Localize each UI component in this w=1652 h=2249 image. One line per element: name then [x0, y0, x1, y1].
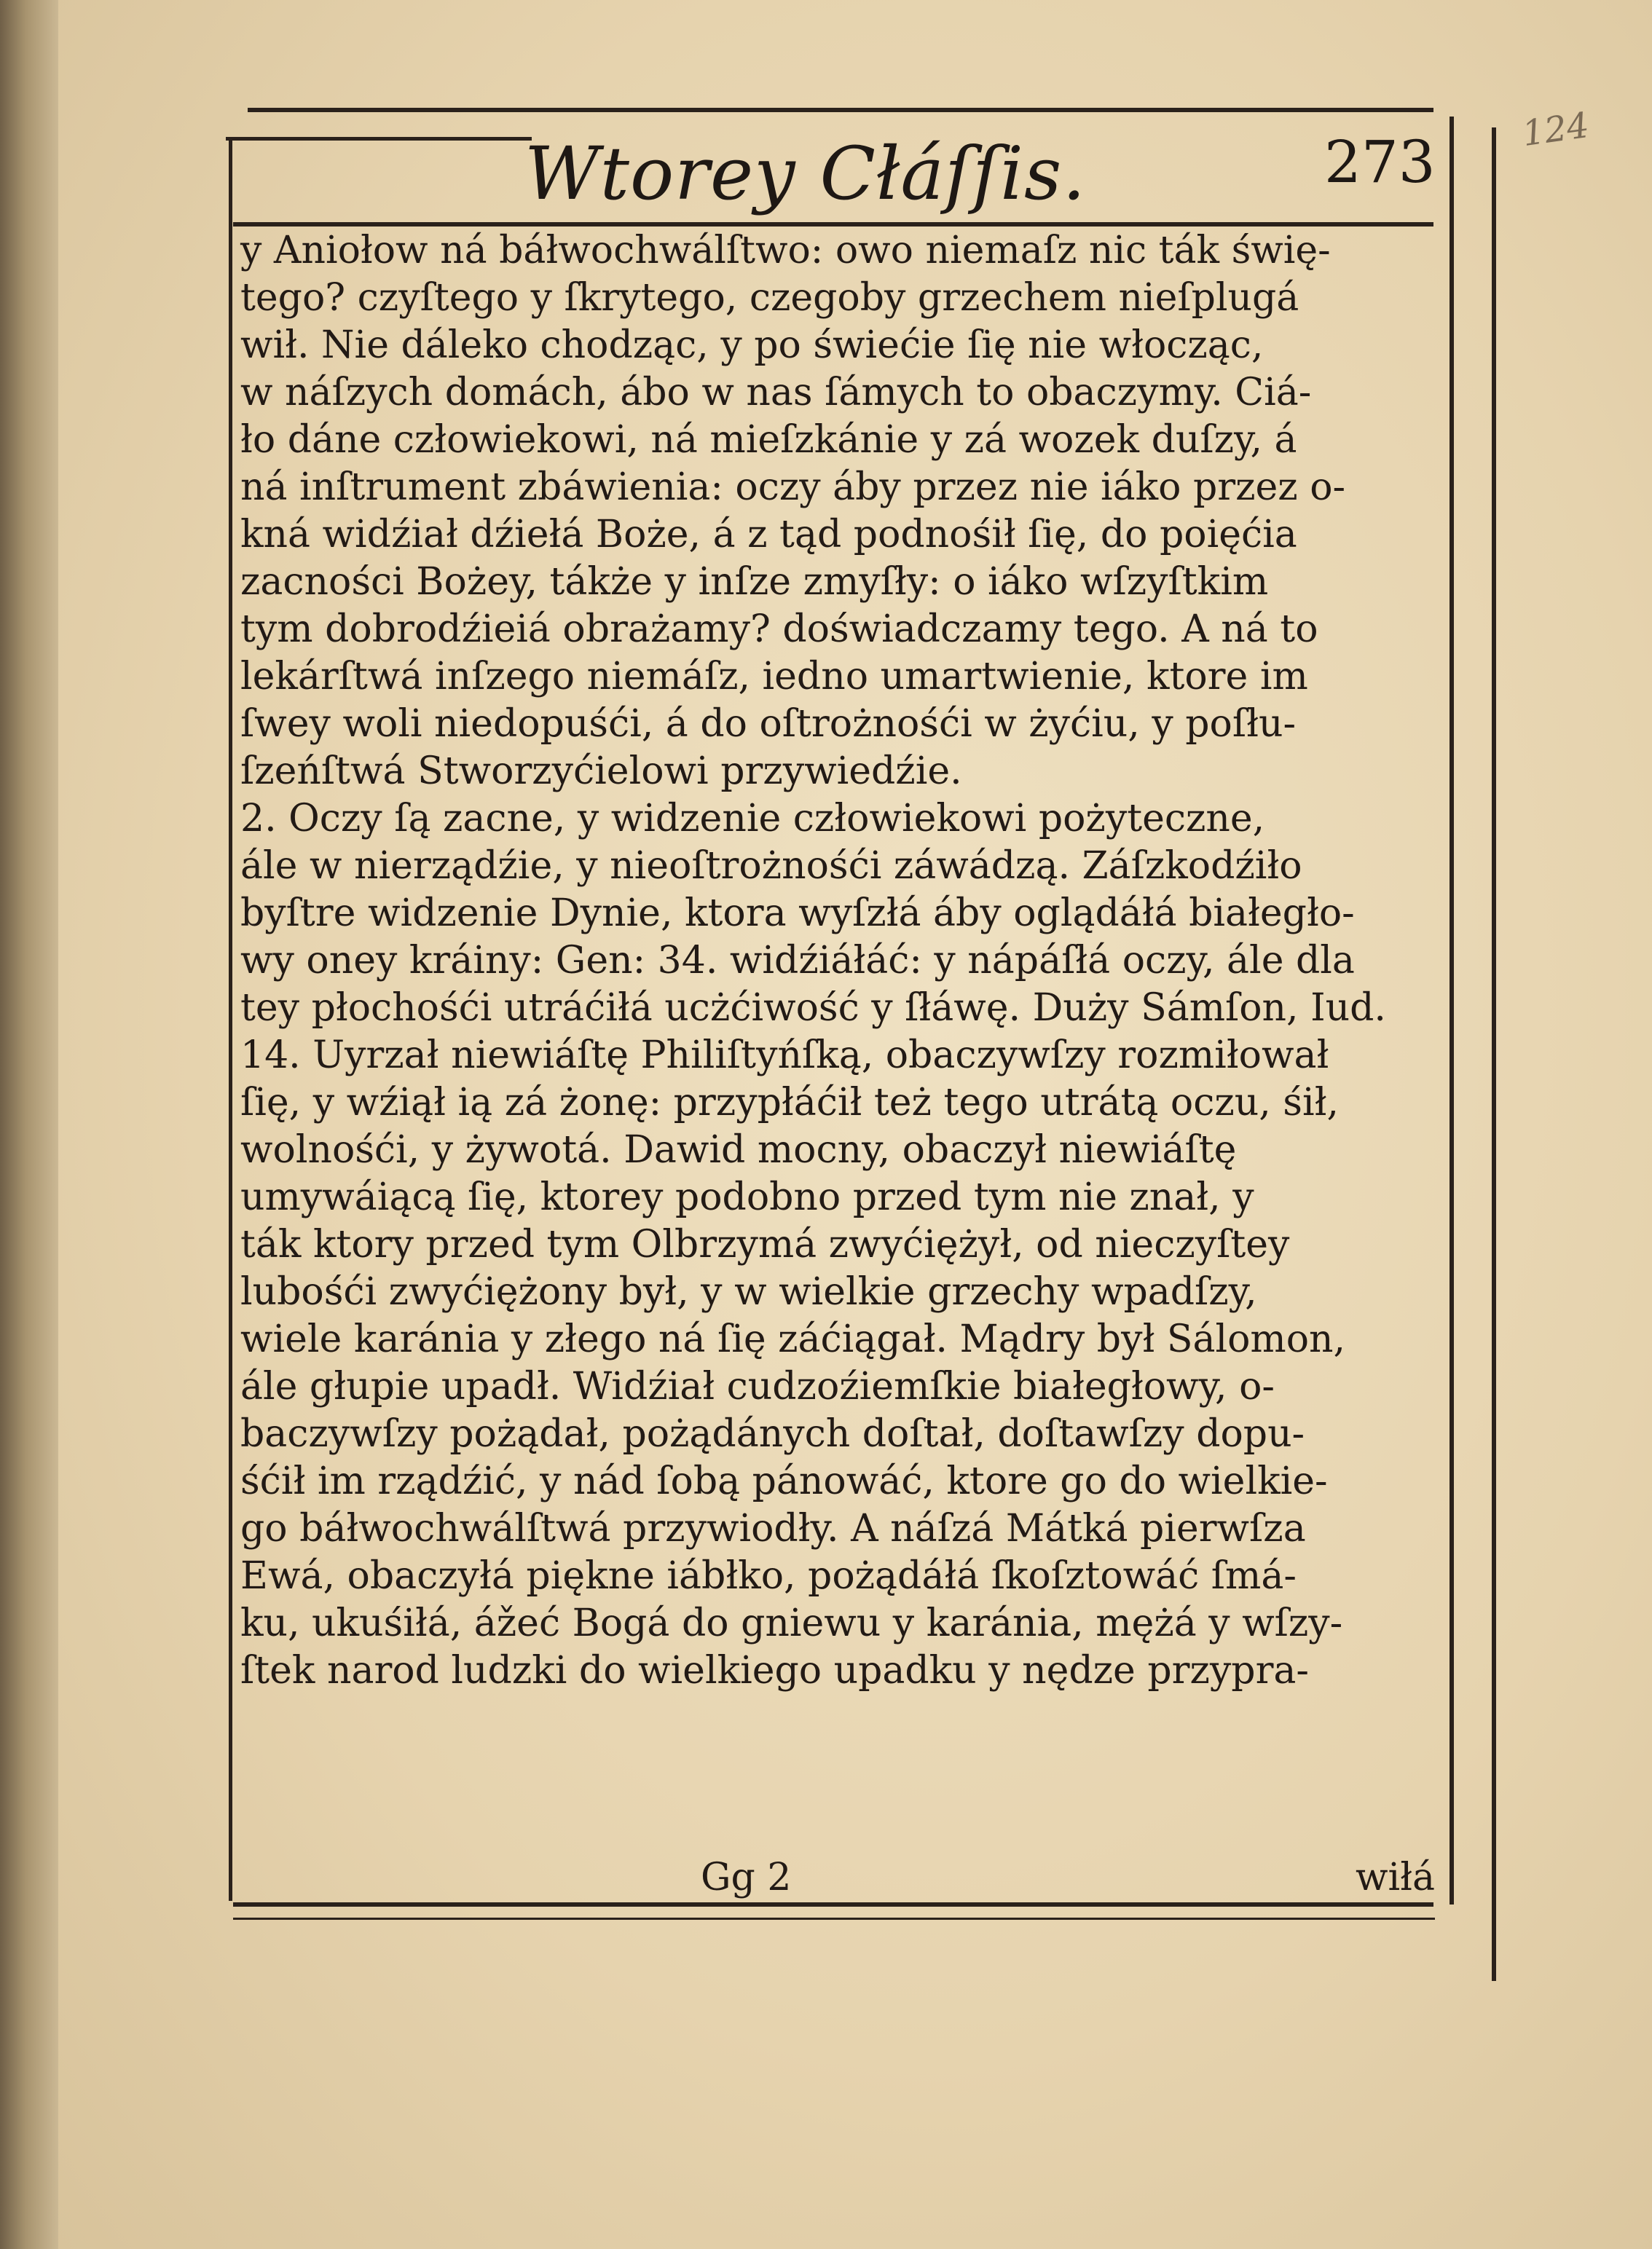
text-line: śćił im rządźić, y nád ſobą pánowáć, ktore go do wielkie-: [240, 1460, 1328, 1503]
text-line: wiele karánia y złego ná ſię záćiągał. Mądry był Sálomon,: [240, 1318, 1346, 1361]
text-line: Ewá, obaczyłá piękne iábłko, pożądáłá ſkoſztowáć ſmá-: [240, 1554, 1297, 1598]
text-line: ſtek narod ludzki do wielkiego upadku y nędze przypra-: [240, 1649, 1309, 1693]
text-line: ku, ukuśiłá, ážeć Bogá do gniewu y karánia, mężá y wſzy-: [240, 1602, 1343, 1645]
text-line: ſzeńſtwá Stworzyćielowi przywiedźie.: [240, 749, 962, 793]
top-rule: [248, 108, 1433, 112]
outer-frame-rule: [1492, 127, 1496, 1981]
text-line: go báłwochwálſtwá przywiodły. A náſzá Mátká pierwſza: [240, 1507, 1306, 1551]
text-line: ſwey woli niedopuśći, á do oſtrożnośći w żyćiu, y poſłu-: [240, 702, 1297, 746]
left-frame-rule: [229, 138, 232, 1901]
body-text: [240, 227, 1450, 1695]
text-line: 2. Oczy ſą zacne, y widzenie człowiekowi pożyteczne,: [240, 797, 1265, 840]
right-frame-rule: [1450, 117, 1454, 1905]
page-number: 273: [1324, 128, 1436, 196]
text-line: byſtre widzenie Dynie, ktora wyſzłá áby oglądáłá białegło-: [240, 891, 1355, 935]
text-line: w náſzych domách, ábo w nas ſámych to obaczymy. Ciá-: [240, 371, 1312, 414]
running-head: Wtorey Cłáſſis.: [524, 131, 1087, 216]
text-line: ále głupie upadł. Widźiał cudzoźiemſkie białegłowy, o-: [240, 1365, 1275, 1409]
text-line: ná inſtrument zbáwienia: oczy áby przez nie iáko przez o-: [240, 465, 1346, 509]
text-line: umywáiącą ſię, ktorey podobno przed tym nie znał, y: [240, 1175, 1254, 1219]
text-line: tego? czyſtego y ſkrytego, czegoby grzechem nieſplugá: [240, 276, 1299, 320]
text-line: zacności Bożey, tákże y inſze zmyſły: o iáko wſzyſtkim: [240, 560, 1269, 604]
text-line: wy oney kráiny: Gen: 34. widźiáłáć: y nápáſłá oczy, ále dla: [240, 939, 1355, 982]
handwritten-folio-number: 124: [1519, 104, 1592, 155]
text-line: wolnośći, y żywotá. Dawid mocny, obaczył niewiáſtę: [240, 1128, 1237, 1172]
text-line: ło dáne człowiekowi, ná mieſzkánie y zá wozek duſzy, á: [240, 418, 1297, 462]
text-line: tey płochośći utráćiłá ucżćiwość y ſłáwę. Duży Sámſon, Iud.: [240, 986, 1386, 1030]
text-line: y Aniołow ná báłwochwálſtwo: owo niemaſz nic ták świę-: [240, 229, 1331, 272]
bottom-rule-thin: [233, 1918, 1435, 1920]
text-line: 14. Uyrzał niewiáſtę Philiſtyńſką, obaczywſzy rozmiłował: [240, 1033, 1329, 1077]
text-line: kná widźiał dźiełá Boże, á z tąd podnośił ſię, do poięćia: [240, 513, 1297, 556]
catchline: [240, 1856, 1435, 1903]
signature-mark: Gg 2: [701, 1856, 792, 1899]
text-line: ále w nierządźie, y nieoſtrożnośći záwádzą. Záſzkodźiło: [240, 844, 1302, 888]
catchword: wiłá: [1355, 1856, 1435, 1899]
text-line: wił. Nie dáleko chodząc, y po świećie ſię nie włocząc,: [240, 323, 1264, 367]
book-gutter: [0, 0, 58, 2249]
text-line: lekárſtwá inſzego niemáſz, iedno umartwienie, ktore im: [240, 655, 1308, 698]
text-line: ſię, y wźiął ią zá żonę: przypłáćił też tego utrátą oczu, śił,: [240, 1081, 1339, 1124]
text-line: tym dobrodźieiá obrażamy? doświadczamy tego. A ná to: [240, 607, 1318, 651]
text-line: ták ktory przed tym Olbrzymá zwyćiężył, od nieczyſtey: [240, 1223, 1290, 1267]
header-left-rule: [226, 137, 532, 141]
text-line: lubośći zwyćiężony był, y w wielkie grzechy wpadſzy,: [240, 1270, 1257, 1314]
text-line: baczywſzy pożądał, pożądánych doſtał, doſtawſzy dopu-: [240, 1412, 1305, 1456]
header-under-rule: [233, 222, 1433, 227]
